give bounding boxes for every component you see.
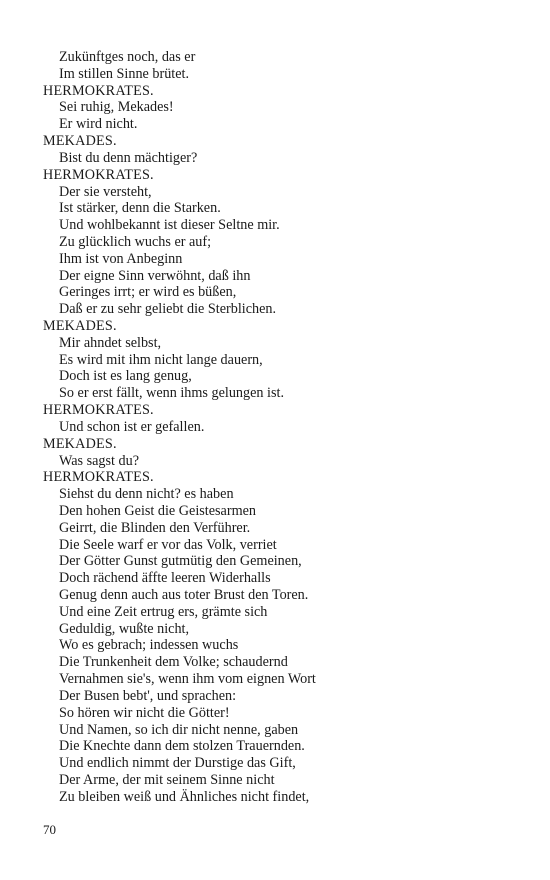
speaker-name: HERMOKRATES. — [43, 166, 154, 183]
verse-line: Geringes irrt; er wird es büßen, — [59, 284, 237, 301]
verse-line: Und schon ist er gefallen. — [59, 418, 205, 435]
verse-line: Und endlich nimmt der Durstige das Gift, — [59, 755, 296, 772]
verse-line: So er erst fällt, wenn ihms gelungen ist. — [59, 385, 284, 402]
verse-line: Doch rächend äffte leeren Widerhalls — [59, 570, 271, 587]
verse-line: Vernahmen sie's, wenn ihm vom eignen Wort — [59, 671, 316, 688]
verse-line: Siehst du denn nicht? es haben — [59, 486, 234, 503]
verse-line: Genug denn auch aus toter Brust den Toren. — [59, 587, 309, 603]
verse-line: Daß er zu sehr geliebt die Sterblichen. — [59, 301, 277, 318]
verse-line: Der Busen bebt', und sprachen: — [59, 687, 237, 704]
verse-line: Und Namen, so ich dir nicht nenne, gaben — [59, 721, 299, 738]
verse-line: Der sie versteht, — [59, 183, 152, 200]
verse-line: Und wohlbekannt ist dieser Seltne mir. — [59, 217, 280, 234]
verse-line: Doch ist es lang genug, — [59, 368, 192, 385]
speaker-name: MEKADES. — [43, 318, 117, 334]
verse-line: Es wird mit ihm nicht lange dauern, — [59, 351, 263, 368]
verse-line: Zukünftges noch, das er — [59, 49, 196, 65]
verse-line: Wo es gebrach; indessen wuchs — [59, 637, 239, 654]
verse-line: Geduldig, wußte nicht, — [59, 620, 190, 637]
verse-line: Sei ruhig, Mekades! — [59, 99, 174, 116]
verse-line: Geirrt, die Blinden den Verführer. — [59, 519, 251, 536]
speaker-name: HERMOKRATES. — [43, 402, 154, 419]
verse-line: Zu bleiben weiß und Ähnliches nicht findet, — [59, 788, 310, 805]
verse-line: Was sagst du? — [59, 452, 140, 469]
verse-line: Bist du denn mächtiger? — [59, 149, 198, 166]
verse-line: Die Trunkenheit dem Volke; schaudernd — [59, 654, 288, 671]
speaker-name: MEKADES. — [43, 133, 117, 150]
verse-line: So hören wir nicht die Götter! — [59, 704, 230, 721]
verse-line: Mir ahndet selbst, — [59, 334, 162, 351]
verse-line: Im stillen Sinne brütet. — [59, 65, 190, 82]
page-number: 70 — [43, 822, 56, 837]
verse-line: Der eigne Sinn verwöhnt, daß ihn — [59, 267, 251, 284]
verse-line: Der Götter Gunst gutmütig den Gemeinen, — [59, 553, 302, 570]
verse-line: Der Arme, der mit seinem Sinne nicht — [59, 771, 275, 788]
speaker-name: HERMOKRATES. — [43, 469, 154, 486]
verse-line: Ist stärker, denn die Starken. — [59, 200, 221, 217]
verse-line: Zu glücklich wuchs er auf; — [59, 233, 212, 250]
verse-line: Er wird nicht. — [59, 116, 138, 133]
verse-line: Den hohen Geist die Geistesarmen — [59, 502, 256, 519]
speaker-name: HERMOKRATES. — [43, 82, 154, 99]
verse-line: Und eine Zeit ertrug ers, grämte sich — [59, 603, 268, 620]
verse-line: Die Knechte dann dem stolzen Trauernden. — [59, 738, 305, 755]
play-text — [43, 49, 523, 806]
speaker-name: MEKADES. — [43, 435, 117, 452]
verse-line: Die Seele warf er vor das Volk, verriet — [59, 536, 277, 553]
verse-line: Ihm ist von Anbeginn — [59, 250, 183, 267]
